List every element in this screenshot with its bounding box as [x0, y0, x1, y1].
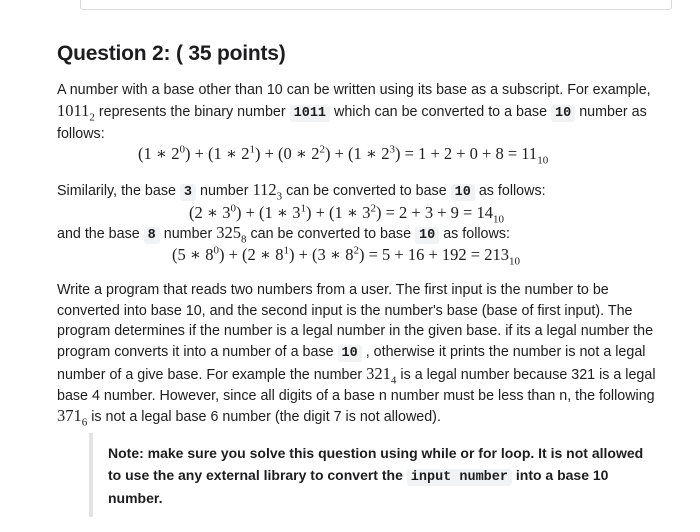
equation-base8: (5 ∗ $8^0) + (2$ ∗ $8^1) + (3$ ∗ $8^2) = 5 + 16 + 192 = 213_{10}$ — [172, 244, 520, 268]
equation-base3: (2 ∗ $3^0) + (1$ ∗ $3^1) + (1$ ∗ $3^2) = 2 + 3 + 9 = 14_{10}$ — [189, 202, 504, 226]
intro-text-3: which can be converted to a base — [334, 103, 548, 120]
intro-text-2: represents the binary number — [98, 103, 286, 120]
previous-question-card — [80, 0, 672, 10]
inline-code-base-ten: 10 — [551, 105, 575, 122]
intro-text-1: A number with a base other than 10 can be written using its base as a subscript. For example, — [57, 82, 651, 98]
base3-intro-line: Similarily, the base 3 number $112_3$ can be converted to base 10 as follows: — [57, 180, 546, 203]
inline-code-base10: 10 — [415, 227, 439, 244]
inline-code-base10: 10 — [451, 184, 475, 201]
inline-code-binary: 1011 — [290, 105, 330, 122]
example-binary-number: $1011_2$ — [57, 100, 95, 123]
inline-code-base10: 10 — [338, 345, 362, 362]
example-legal-number: $321_4$ — [366, 364, 397, 387]
base3-number: $112_3$ — [252, 180, 283, 203]
inline-code-input-number: input number — [407, 469, 512, 486]
question-title: Question 2: ( 35 points) — [57, 42, 286, 65]
base8-intro-line: and the base 8 number $325_8$ can be converted to base 10 as follows: — [57, 223, 510, 246]
example-illegal-number: $371_6$ — [57, 406, 88, 429]
note-callout — [89, 433, 649, 517]
note-text: Note: make sure you solve this question using while or for loop. It is not allowed to use the any external library to convert the input number into a base 10 number. — [108, 445, 644, 506]
task-description: Write a program that reads two numbers from a user. The first input is the number to be converted into base 10, and the second input is the number's base (base of first input). The program determines if the number is a legal number in the given base. if its a legal number the program converts it into a number of a base 10 , otherwise it prints the number is not a legal number of a give base. For example the number $321_4$ is a legal number because 321 is a legal base 4 number. However, since all digits of a base n number must be less than n, the following $371_6$ is not a legal base 6 number (the digit 7 is not allowed). — [57, 282, 656, 429]
intro-paragraph — [57, 80, 667, 145]
inline-code-base3: 3 — [180, 184, 196, 201]
base8-number: $325_8$ — [216, 223, 247, 246]
intro-text-4: number as follows: — [57, 103, 647, 142]
inline-code-base8: 8 — [144, 227, 160, 244]
equation-binary: (1 ∗ $2^0) + (1$ ∗ $2^1) + (0$ ∗ $2^2) + (1$ ∗ $2^3) = 1 + 2 + 0 + 8 = 11_{10}$ — [138, 143, 549, 167]
